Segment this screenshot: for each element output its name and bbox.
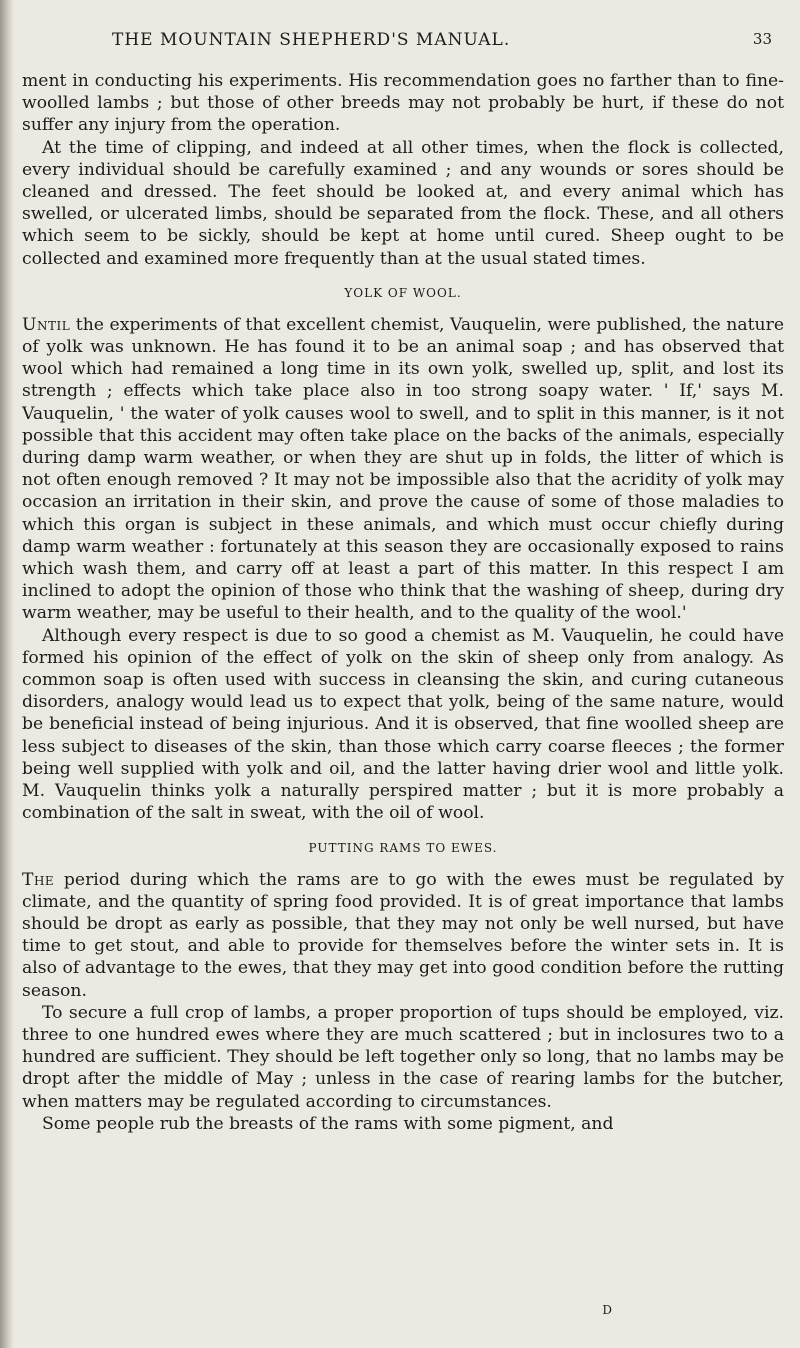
section-heading-yolk: YOLK OF WOOL.	[344, 285, 462, 300]
rams-paragraph-3: Some people rub the breasts of the rams with some pigment, and	[42, 1113, 614, 1134]
signature-mark: D	[602, 1303, 612, 1317]
running-head-title: THE MOUNTAIN SHEPHERD'S MANUAL.	[112, 30, 511, 50]
rams-paragraph-2: To secure a full crop of lambs, a proper proportion of tups should be employed, viz. three to one hundred ewes where they are much scattered ; but in inclosures two to a hundred are sufficient. They should be left together only so long, that no lambs may be dropt after the middle of May ; unless in the case of rearing lambs for the butcher, when matters may be regulated according to circumstances.	[22, 1002, 784, 1112]
book-binding-shadow	[0, 0, 14, 1348]
opening-paragraph-2: At the time of clipping, and indeed at all other times, when the flock is collected, every individual should be carefully examined ; and any wounds or sores should be cleaned and dressed. The feet should be looked at, and every animal which has swelled, or ulcerated limbs, should be separated from the flock. These, and all others which seem to be sickly, should be kept at home until cured. Sheep ought to be collected and examined more frequently than at the usual stated times.	[22, 137, 784, 269]
yolk-lead-word: Until	[22, 314, 71, 335]
page-number: 33	[752, 30, 772, 48]
section-heading-rams: PUTTING RAMS TO EWES.	[308, 840, 498, 855]
yolk-paragraph-1	[22, 314, 784, 625]
opening-paragraph-1: ment in conducting his experiments. His recommendation goes no farther than to fine-woolled lambs ; but those of other breeds may not probably be hurt, if these do not suffer any injury from the operation.	[22, 71, 784, 136]
rams-paragraph-1-text: period during which the rams are to go with the ewes must be regulated by climate, and the quantity of spring food provided. It is of great importance that lambs should be dropt as early as possible, that they may not only be well nursed, but have time to get stout, and able to provide for themselves before the winter sets in. It is also of advantage to the ewes, that they may get into good condition before the rutting season.	[22, 869, 784, 1001]
rams-paragraph-1	[22, 869, 784, 1002]
yolk-paragraph-1-text: the experiments of that excellent chemist, Vauquelin, were published, the nature of yolk was unknown. He has found it to be an animal soap ; and has observed that wool which had remained a long time in its own yolk, swelled up, split, and lost its strength ; effects which take place also in too strong soapy water. ' If,' says M. Vauquelin, ' the water of yolk causes wool to swell, and to split in this manner, is it not possible that this accident may often take place on the backs of the animals, especially during damp warm weather, or when they are shut up in folds, the litter of which is not often enough removed ? It may not be impossible also that the acridity of yolk may occasion an irritation in their skin, and prove the cause of some of those maladies to which this organ is subject in these animals, and which must occur chiefly during damp warm weather : fortunately at this season they are occasionally exposed to rains which wash them, and carry off at least a part of this matter. In this respect I am inclined to adopt the opinion of those who think that the washing of sheep, during dry warm weather, may be useful to their health, and to the quality of the wool.'	[22, 314, 784, 624]
yolk-paragraph-2: Although every respect is due to so good a chemist as M. Vauquelin, he could have formed his opinion of the effect of yolk on the skin of sheep only from analogy. As common soap is often used with success in cleansing the skin, and curing cutaneous disorders, analogy would lead us to expect that yolk, being of the same nature, would be beneficial instead of being injurious. And it is observed, that fine woolled sheep are less subject to diseases of the skin, than those which carry coarse fleeces ; the former being well supplied with yolk and oil, and the latter having drier wool and little yolk. M. Vauquelin thinks yolk a naturally perspired matter ; but it is more probably a combination of the salt in sweat, with the oil of wool.	[22, 625, 784, 824]
book-page	[22, 30, 784, 1135]
running-head	[22, 30, 784, 56]
rams-lead-word: The	[22, 869, 55, 890]
